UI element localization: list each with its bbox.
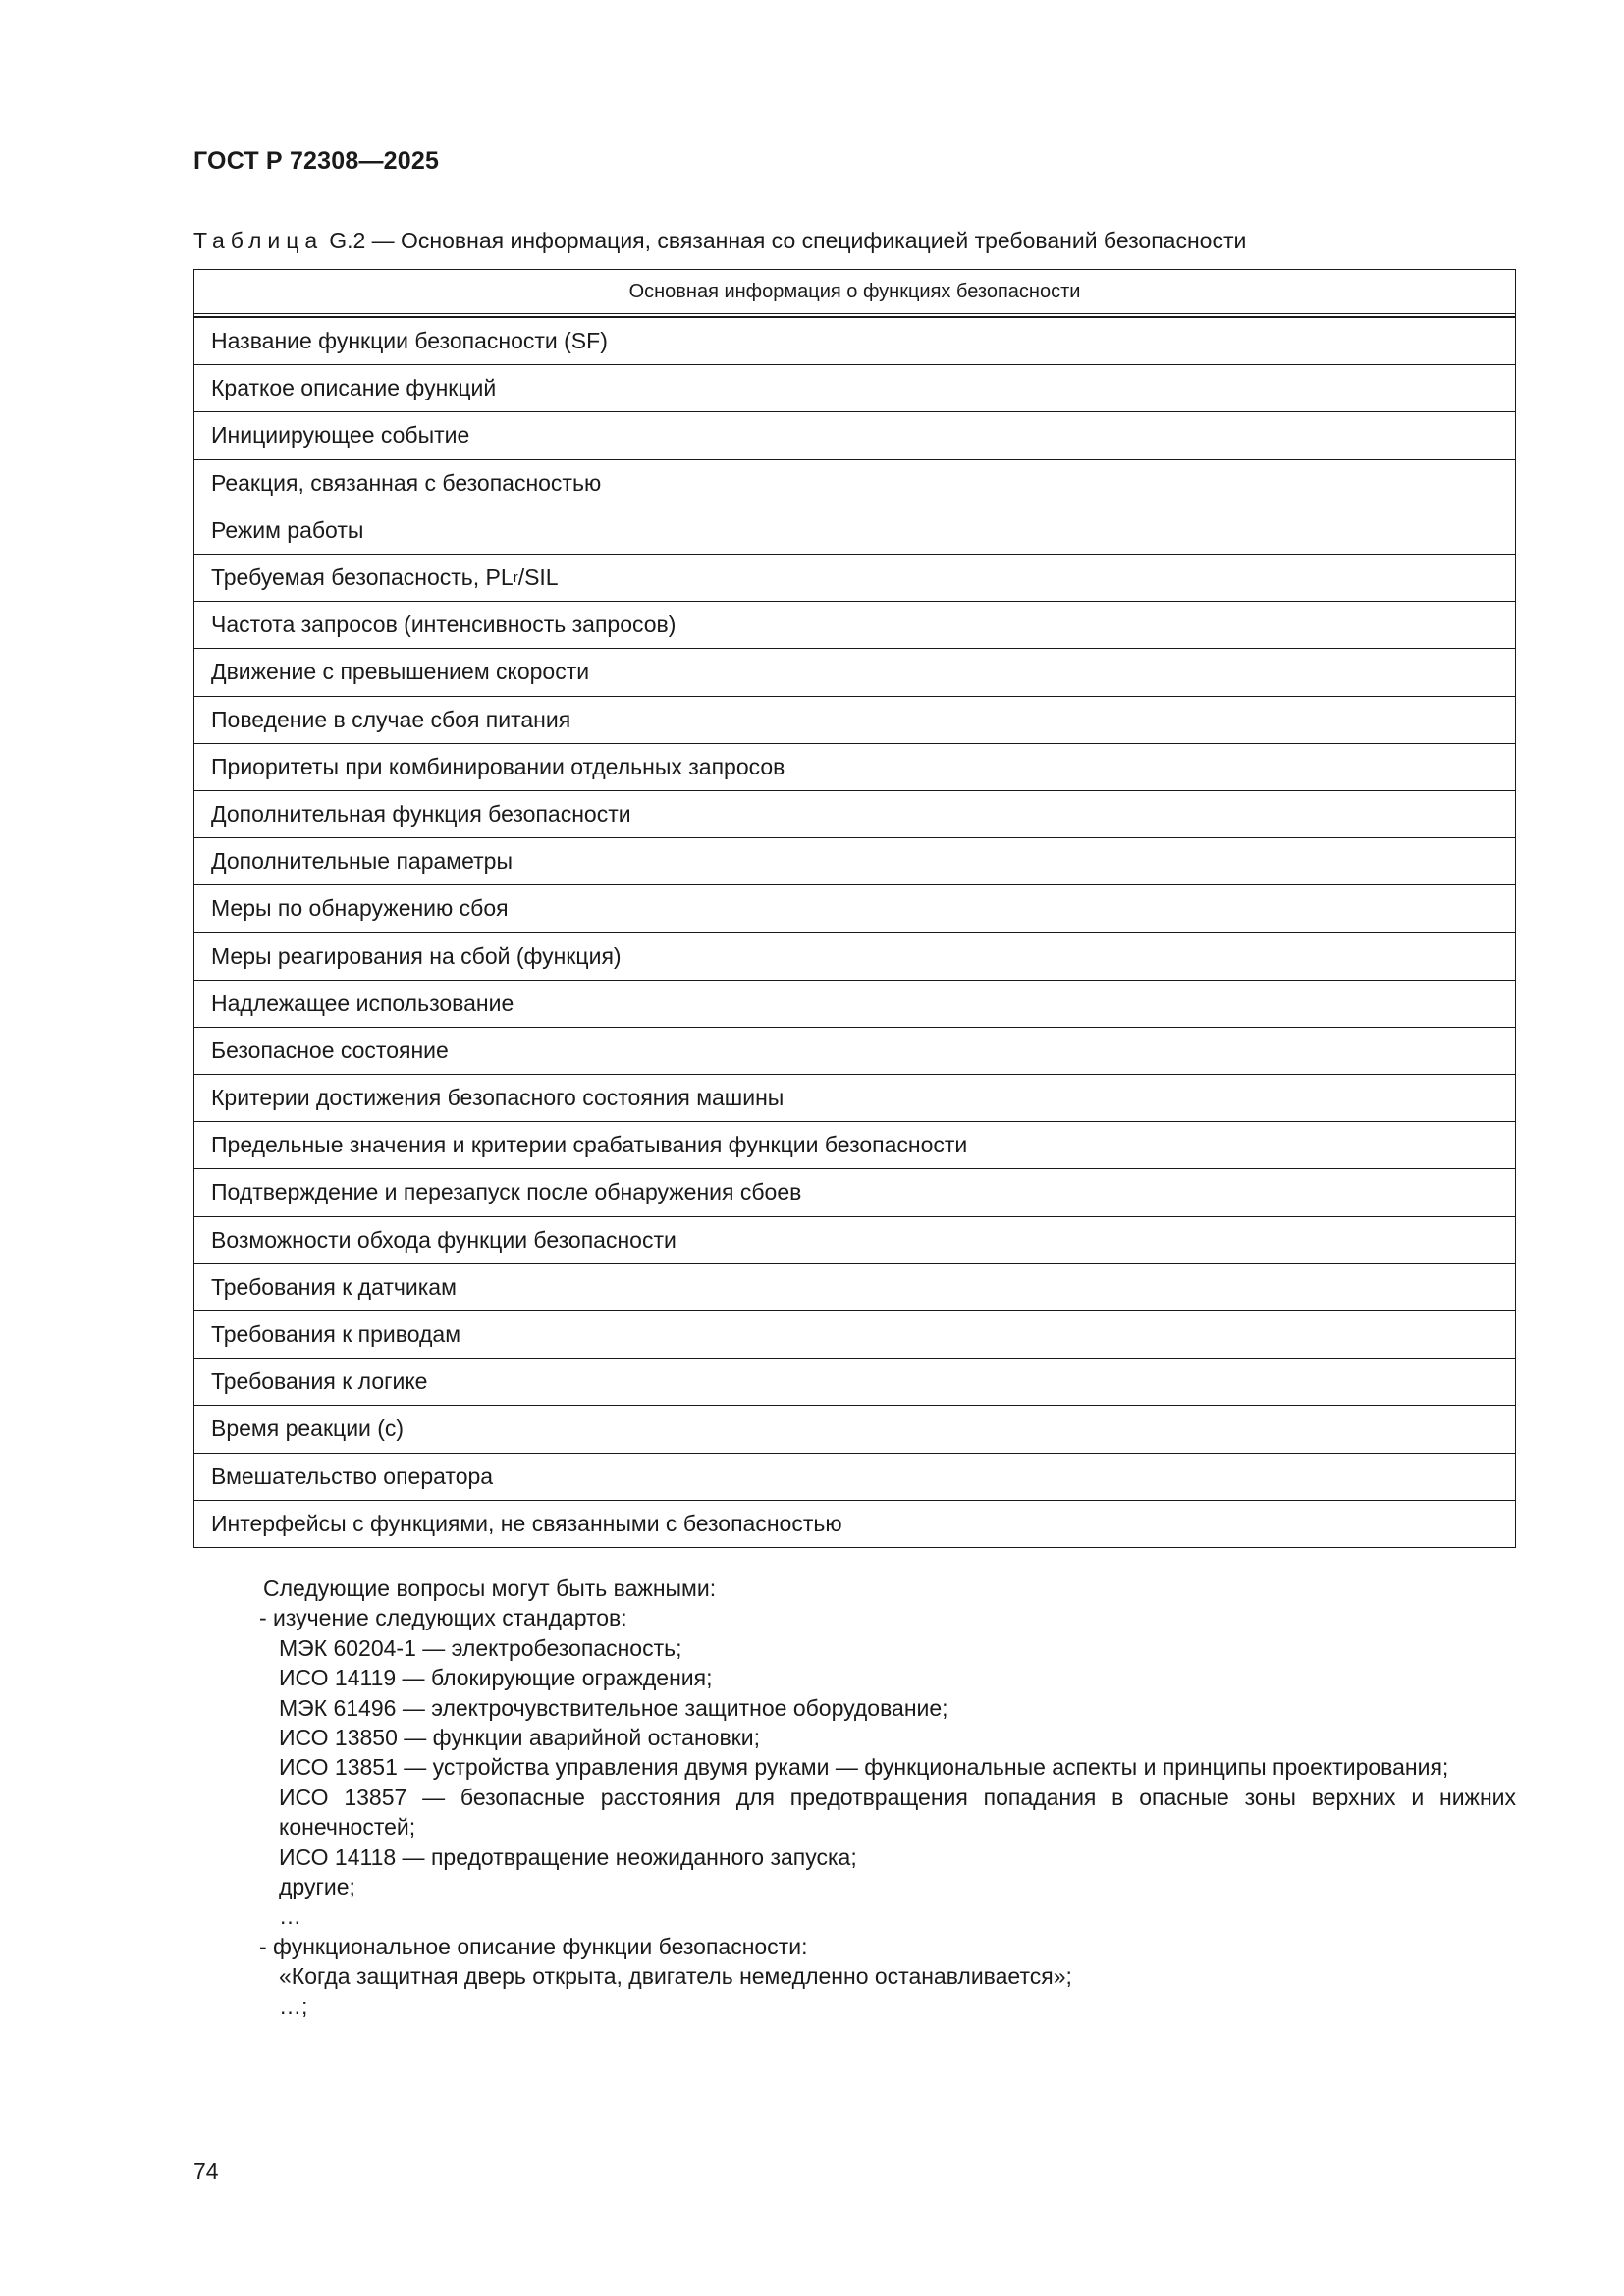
page-number: 74 bbox=[193, 2159, 219, 2184]
table-row: Надлежащее использование bbox=[194, 980, 1515, 1027]
document-header: ГОСТ Р 72308—2025 bbox=[193, 147, 440, 175]
standard-entry: ИСО 14119 — блокирующие ограждения; bbox=[279, 1665, 713, 1691]
table-row: Название функции безопасности (SF) bbox=[194, 317, 1515, 364]
table-row: Время реакции (с) bbox=[194, 1405, 1515, 1452]
table-row: Возможности обхода функции безопасности bbox=[194, 1216, 1515, 1263]
table-row-subscript: r bbox=[513, 569, 518, 587]
table-row: Режим работы bbox=[194, 507, 1515, 554]
safety-info-table bbox=[193, 269, 1516, 1548]
standard-entry: ИСО 13851 — устройства управления двумя руками — функциональные аспекты и принципы проектирования; bbox=[279, 1754, 1449, 1781]
table-row-suffix: /SIL bbox=[517, 564, 559, 591]
table-row: Частота запросов (интенсивность запросов) bbox=[194, 601, 1515, 648]
table-row: Безопасное состояние bbox=[194, 1027, 1515, 1074]
table-row: Требования к логике bbox=[194, 1358, 1515, 1405]
table-row: Меры по обнаружению сбоя bbox=[194, 884, 1515, 932]
table-row: Дополнительные параметры bbox=[194, 837, 1515, 884]
table-row: Интерфейсы с функциями, не связанными с безопасностью bbox=[194, 1500, 1515, 1547]
table-row: Приоритеты при комбинировании отдельных запросов bbox=[194, 743, 1515, 790]
table-row: Поведение в случае сбоя питания bbox=[194, 696, 1515, 743]
notes-section bbox=[259, 1574, 1516, 2021]
standard-entry: МЭК 60204-1 — электробезопасность; bbox=[279, 1634, 682, 1661]
standard-entry: ИСО 13850 — функции аварийной остановки; bbox=[279, 1725, 760, 1751]
table-row: Подтверждение и перезапуск после обнаружения сбоев bbox=[194, 1168, 1515, 1215]
standard-entry: ИСО 13857 — безопасные расстояния для предотвращения попадания в опасные зоны верхних и нижних конечностей; bbox=[279, 1784, 1516, 1841]
table-caption-label: Таблица bbox=[193, 228, 324, 253]
table-row: Движение с превышением скорости bbox=[194, 648, 1515, 695]
table-row: Краткое описание функций bbox=[194, 364, 1515, 411]
notes-intro: Следующие вопросы могут быть важными: bbox=[263, 1575, 717, 1601]
table-row: Предельные значения и критерии срабатывания функции безопасности bbox=[194, 1121, 1515, 1168]
table-row: Критерии достижения безопасного состояния машины bbox=[194, 1074, 1515, 1121]
standard-entry: МЭК 61496 — электрочувствительное защитное оборудование; bbox=[279, 1694, 948, 1721]
table-row: Дополнительная функция безопасности bbox=[194, 790, 1515, 837]
table-row: Вмешательство оператора bbox=[194, 1453, 1515, 1500]
table-row: Реакция, связанная с безопасностью bbox=[194, 459, 1515, 507]
ellipsis: … bbox=[279, 1903, 301, 1930]
table-caption bbox=[193, 228, 1529, 254]
table-caption-text: G.2 — Основная информация, связанная со спецификацией требований безопасности bbox=[329, 228, 1247, 253]
standard-entry: другие; bbox=[279, 1874, 355, 1900]
notes-item-standards: - изучение следующих стандартов: bbox=[259, 1605, 627, 1631]
table-row: Меры реагирования на сбой (функция) bbox=[194, 932, 1515, 979]
notes-item-description: - функциональное описание функции безопасности: bbox=[259, 1933, 808, 1959]
table-row: Инициирующее событие bbox=[194, 411, 1515, 458]
example-quote: «Когда защитная дверь открыта, двигатель немедленно останавливается»; bbox=[279, 1963, 1072, 1990]
table-row: Требования к датчикам bbox=[194, 1263, 1515, 1310]
table-column-header: Основная информация о функциях безопасности bbox=[194, 270, 1515, 317]
table-row: Требования к приводам bbox=[194, 1310, 1515, 1358]
ellipsis: …; bbox=[279, 1993, 308, 2019]
standard-entry: ИСО 14118 — предотвращение неожиданного запуска; bbox=[279, 1843, 857, 1870]
table-row-text: Требуемая безопасность, PL bbox=[211, 564, 514, 591]
table-row bbox=[194, 554, 1515, 601]
